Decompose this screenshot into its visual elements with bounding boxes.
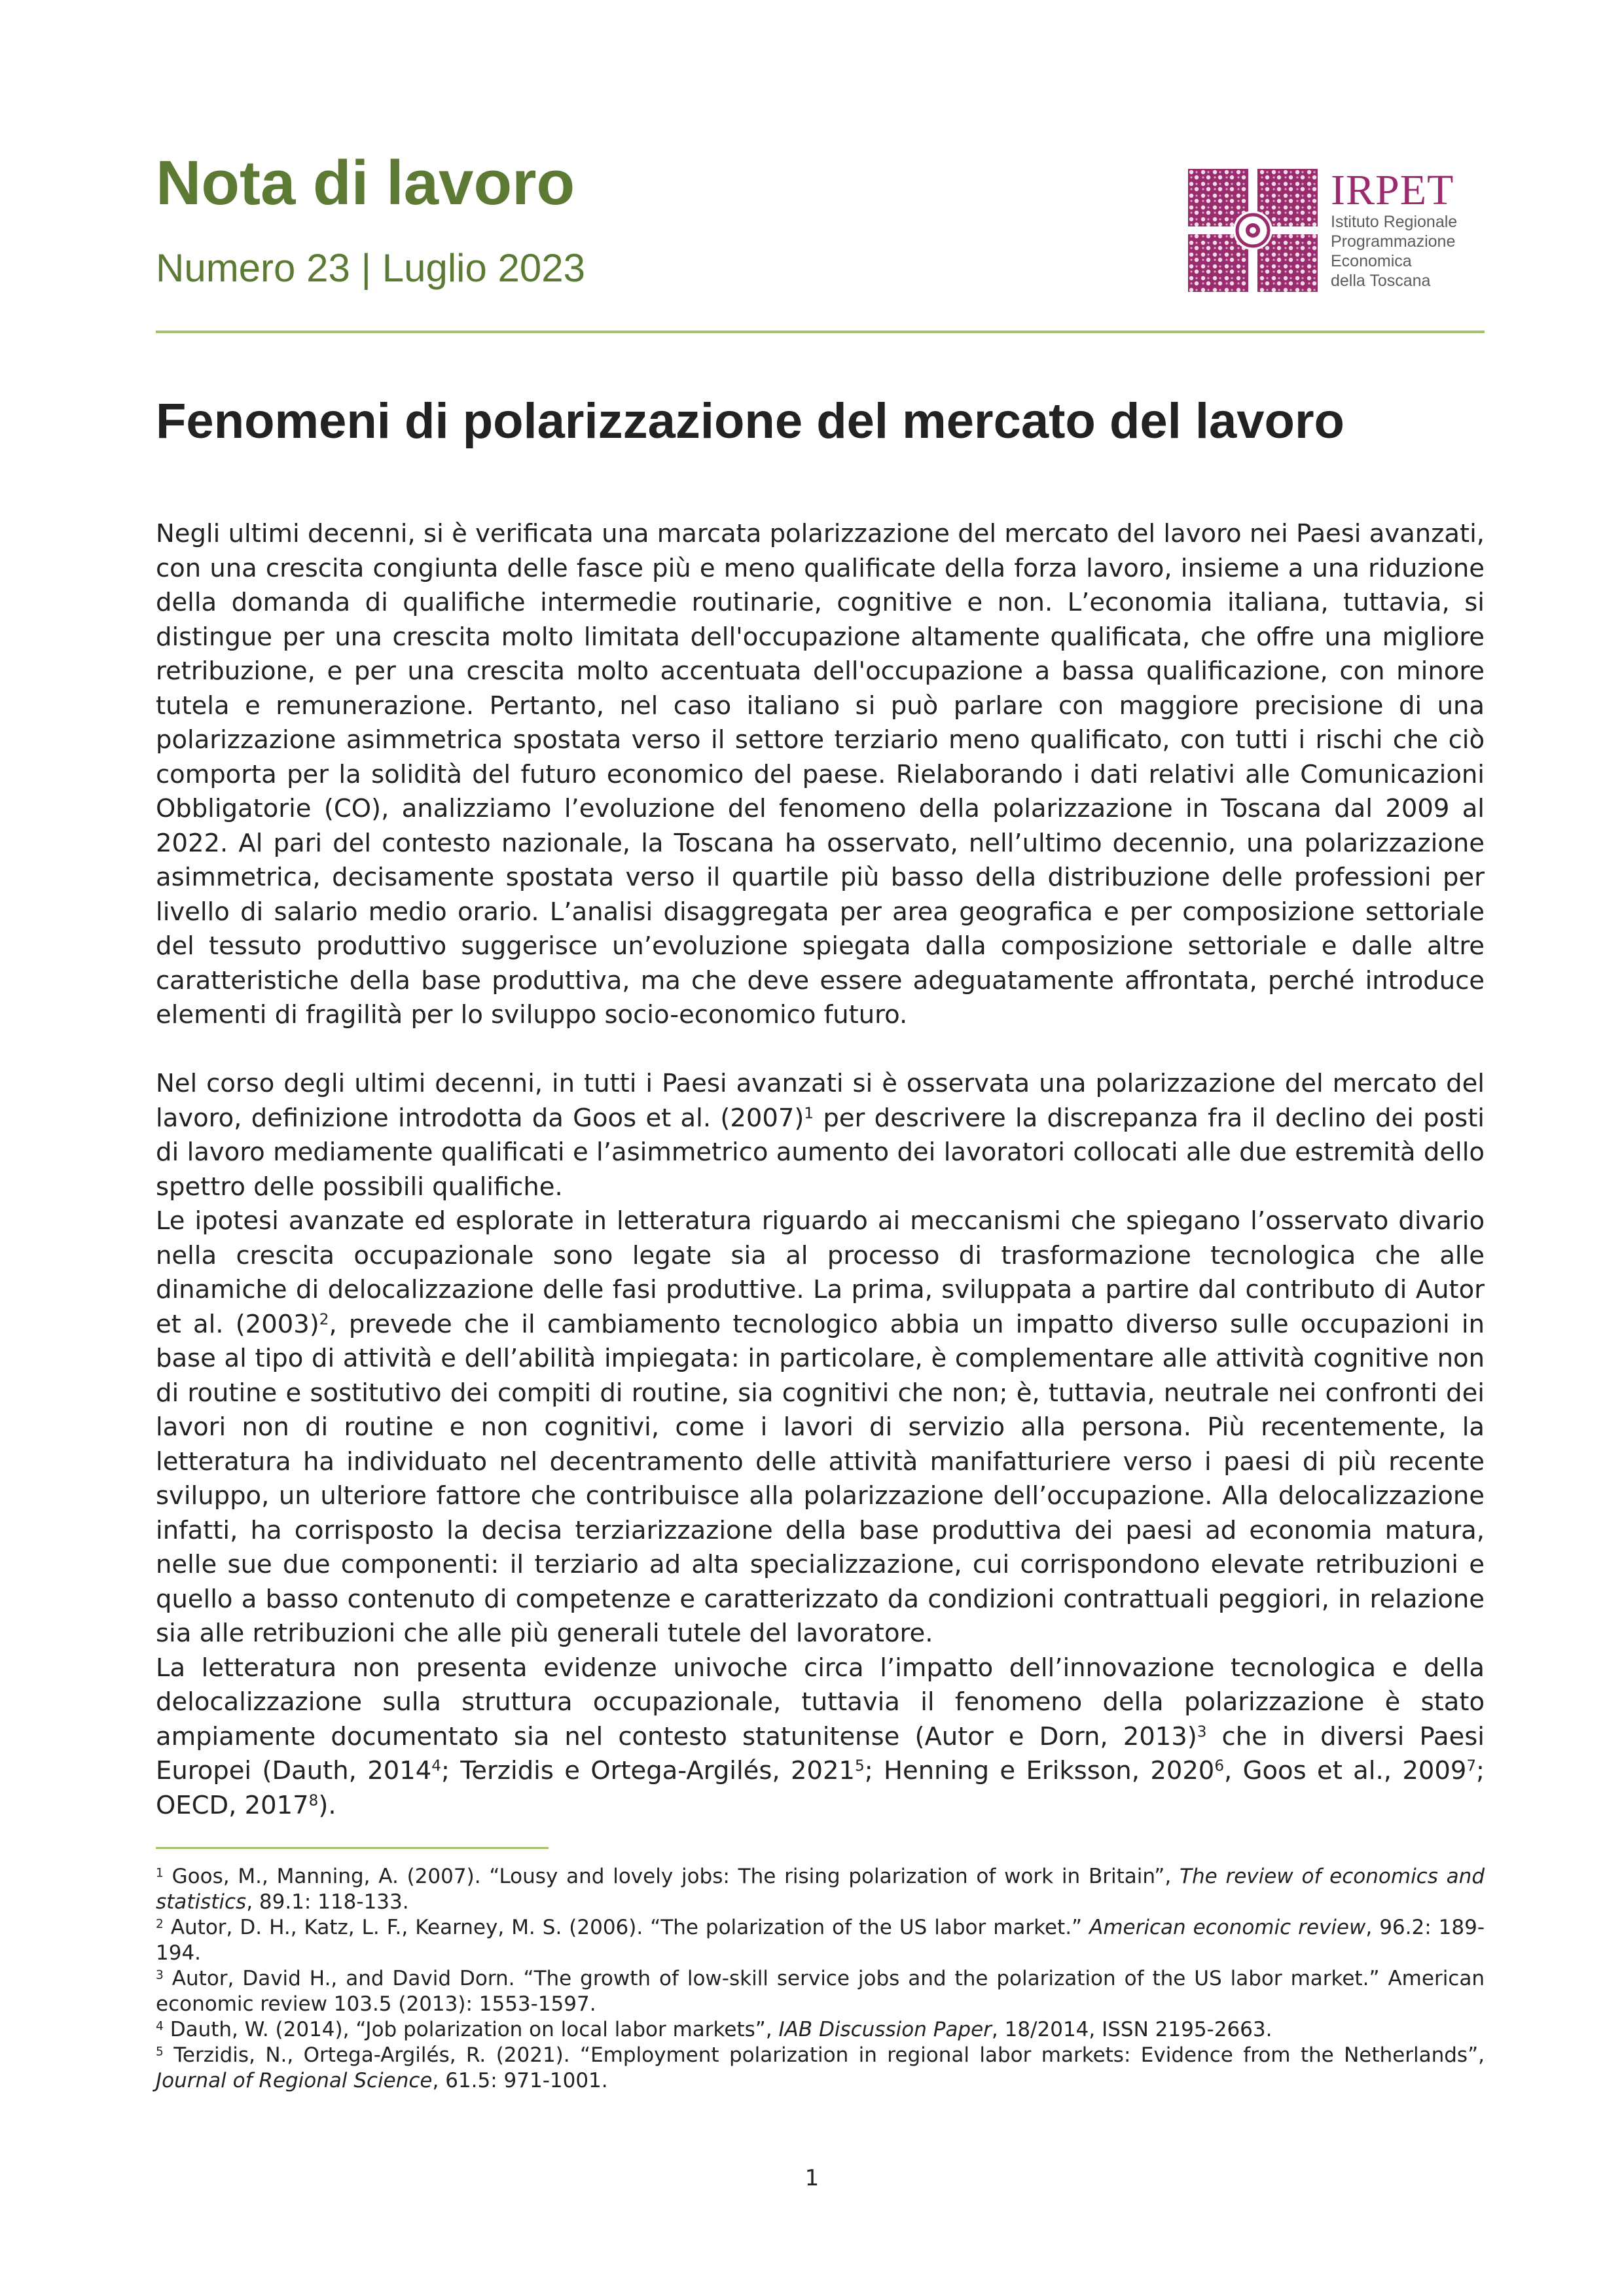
- logo-text: [1331, 166, 1458, 291]
- footnote-number: 5: [156, 2045, 164, 2059]
- footnote-source: American economic review: [1089, 1916, 1366, 1939]
- footnote-ref[interactable]: 1: [804, 1104, 814, 1122]
- issue-number: Numero 23 | Luglio 2023: [156, 246, 586, 290]
- logo-name: IRPET: [1331, 166, 1454, 214]
- footnote-text: Dauth, W. (2014), “Job polarization on local labor markets”,: [163, 2018, 779, 2041]
- text-span: che in diversi Paesi Europei (Dauth, 2014: [156, 1721, 1485, 1785]
- text-span: ; OECD, 2017: [156, 1756, 1485, 1820]
- footnote-text: , 89.1: 118-133.: [246, 1890, 409, 1914]
- footnote-ref[interactable]: 2: [319, 1310, 329, 1328]
- text-span: , Goos et al., 2009: [1224, 1756, 1467, 1785]
- footnote-divider: [156, 1847, 549, 1849]
- footnote-ref[interactable]: 8: [308, 1791, 319, 1809]
- logo-line: della Toscana: [1331, 272, 1431, 290]
- logo-line: Programmazione: [1331, 232, 1456, 251]
- body-text: [156, 517, 1485, 1823]
- abstract-paragraph: Negli ultimi decenni, si è verificata una marcata polarizzazione del mercato del lavoro nei Paesi avanzati, con una crescita congiunta delle fasce più e meno qualificate della forza lavoro, insieme a una riduzione della domanda di qualifiche intermedie routinarie, cognitive e non. L’economia italiana, tuttavia, si distingue per una crescita molto limitata dell'occupazione altamente qualificata, che offre una migliore retribuzione, e per una crescita molto accentuata dell'occupazione a bassa qualificazione, con minore tutela e remunerazione. Pertanto, nel caso italiano si può parlare con maggiore precisione di una polarizzazione asimmetrica spostata verso il settore terziario meno qualificato, con tutti i rischi che ciò comporta per la solidità del futuro economico del paese. Rielaborando i dati relativi alle Comunicazioni Obbligatorie (CO), analizziamo l’evoluzione del fenomeno della polarizzazione in Toscana dal 2009 al 2022. Al pari del contesto nazionale, la Toscana ha osservato, nell’ultimo decennio, una polarizzazione asimmetrica, decisamente spostata verso il quartile più basso della distribuzione delle professioni per livello di salario medio orario. L’analisi disaggregata per area geografica e per composizione settoriale del tessuto produttivo suggerisce un’evoluzione spiegata dalla composizione settoriale e dalle altre caratteristiche della base produttiva, ma che deve essere adeguatamente affrontata, perché introduce elementi di fragilità per lo sviluppo socio-economico futuro.: [156, 519, 1485, 1030]
- footnote-text: , 61.5: 971-1001.: [432, 2069, 608, 2092]
- footnote-ref[interactable]: 6: [1214, 1757, 1225, 1775]
- footnote-ref[interactable]: 7: [1466, 1757, 1477, 1775]
- text-span: La letteratura non presenta evidenze univoche circa l’impatto dell’innovazione tecnologica e della delocalizzazione sulla struttura occupazionale, tuttavia il fenomeno della polarizzazione è stato ampiamente documentato sia nel contesto statunitense (Autor e Dorn, 2013): [156, 1653, 1485, 1751]
- header-divider: [156, 331, 1485, 333]
- document-title: Fenomeni di polarizzazione del mercato del lavoro: [156, 393, 1344, 449]
- footnote-ref[interactable]: 5: [855, 1757, 865, 1775]
- footnote-number: 4: [156, 2019, 164, 2034]
- text-span: , prevede che il cambiamento tecnologico abbia un impatto diverso sulle occupazioni in base al tipo di attività e dell’abilità impiegata: in particolare, è complementare alle attività cognitive non di routine e sostitutivo dei compiti di routine, sia cognitivi che non; è, tuttavia, neutrale nei confronti dei lavori non di routine e non cognitivi, come i lavori di servizio alla persona. Più recentemente, la letteratura ha individuato nel decentramento delle attività manifatturiere verso i paesi di più recente sviluppo, un ulteriore fattore che contribuisce alla polarizzazione dell’occupazione. Alla delocalizzazione infatti, ha corrisposto la decisa terziarizzazione della base produttiva dei paesi ad economia matura, nelle sue due componenti: il terziario ad alta specializzazione, cui corrispondono elevate retribuzioni e quello a basso contenuto di competenze e caratterizzato da condizioni contrattuali peggiori, in relazione sia alle retribuzioni che alle più generali tutele del lavoratore.: [156, 1309, 1485, 1648]
- footnote-item: [156, 2017, 1485, 2043]
- footnote-source: Journal of Regional Science: [156, 2069, 433, 2092]
- footnote-number: 2: [156, 1917, 164, 1931]
- footnote-number: 3: [156, 1968, 164, 1982]
- footnote-item: [156, 1966, 1485, 2017]
- footnote-source: The review of economics and statistics: [156, 1865, 1485, 1914]
- footnote-item: [156, 1864, 1485, 1915]
- text-span: Le ipotesi avanzate ed esplorate in letteratura riguardo ai meccanismi che spiegano l’osservato divario nella crescita occupazionale sono legate sia al processo di trasformazione tecnologica che alle dinamiche di delocalizzazione delle fasi produttive. La prima, sviluppata a partire dal contributo di Autor et al. (2003): [156, 1206, 1485, 1339]
- footnote-source: IAB Discussion Paper: [778, 2018, 992, 2041]
- footnotes: [156, 1864, 1485, 2094]
- logo-line: Economica: [1331, 252, 1412, 270]
- logo-mosaic-icon: [1188, 169, 1319, 293]
- footnote-item: [156, 1915, 1485, 1966]
- footnote-text: Autor, David H., and David Dorn. “The growth of low-skill service jobs and the polarization of the US labor market.” American economic review 103.5 (2013): 1553-1597.: [156, 1967, 1485, 2016]
- page-number: 1: [804, 2165, 820, 2191]
- body-paragraph: [156, 1204, 1485, 1651]
- body-paragraph: [156, 1651, 1485, 1823]
- footnote-item: [156, 2043, 1485, 2094]
- footnote-ref[interactable]: 4: [431, 1757, 441, 1775]
- irpet-logo: [1188, 166, 1483, 293]
- footnote-number: 1: [156, 1866, 164, 1880]
- footnote-text: , 18/2014, ISSN 2195-2663.: [991, 2018, 1272, 2041]
- footnote-text: Goos, M., Manning, A. (2007). “Lousy and lovely jobs: The rising polarization of work in Britain”,: [163, 1865, 1180, 1888]
- text-span: ; Terzidis e Ortega-Argilés, 2021: [441, 1756, 855, 1785]
- footnote-text: , 96.2: 189-194.: [156, 1916, 1485, 1965]
- text-span: Nel corso degli ultimi decenni, in tutti i Paesi avanzati si è osservata una polarizzazione del mercato del lavoro, definizione introdotta da Goos et al. (2007): [156, 1069, 1485, 1133]
- text-span: per descrivere la discrepanza fra il declino dei posti di lavoro mediamente qualificati e l’asimmetrico aumento dei lavoratori collocati alle due estremità dello spettro delle possibili qualifiche.: [156, 1103, 1485, 1202]
- text-span: ; Henning e Eriksson, 2020: [864, 1756, 1215, 1785]
- header-title: Nota di lavoro: [156, 148, 575, 218]
- footnote-ref[interactable]: 3: [1197, 1723, 1207, 1740]
- text-span: ).: [318, 1790, 336, 1820]
- logo-line: Istituto Regionale: [1331, 213, 1458, 231]
- footnote-text: Terzidis, N., Ortega-Argilés, R. (2021). “Employment polarization in regional labor markets: Evidence from the Netherlands”,: [163, 2043, 1485, 2067]
- footnote-text: Autor, D. H., Katz, L. F., Kearney, M. S. (2006). “The polarization of the US labor market.”: [163, 1916, 1090, 1939]
- body-paragraph: [156, 1067, 1485, 1204]
